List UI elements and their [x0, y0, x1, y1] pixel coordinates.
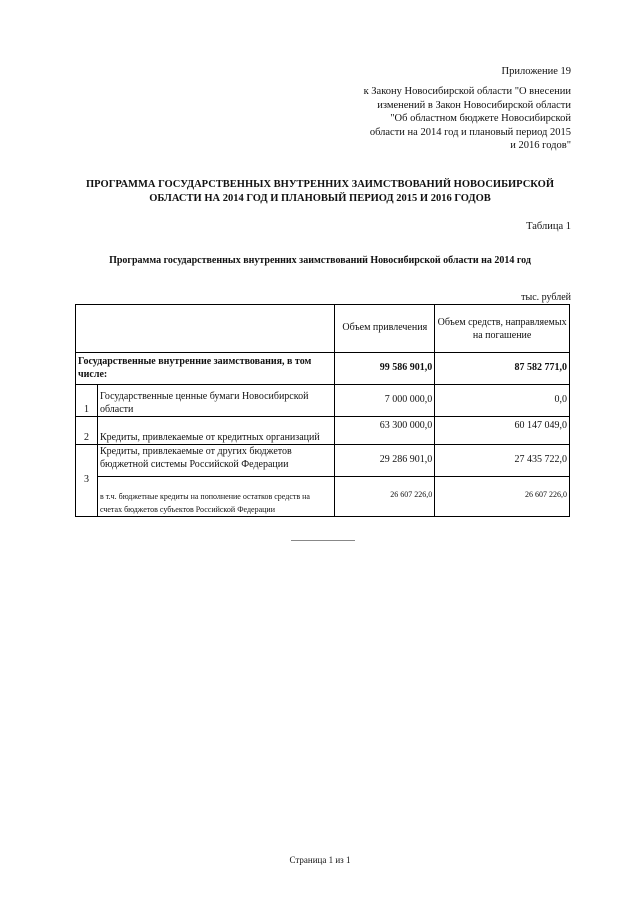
row-attract: 63 300 000,0: [335, 417, 435, 445]
table-header-row: [76, 305, 570, 353]
total-label: Государственные внутренние заимствования, в том числе:: [76, 353, 335, 385]
row-index: 1: [76, 385, 98, 417]
annex-line-0: Приложение 19: [501, 66, 571, 77]
row-repay: 26 607 226,0: [435, 477, 570, 517]
page-footer: Страница 1 из 1: [289, 855, 351, 865]
header-repay: Объем средств, направляемых на погашение: [435, 305, 570, 353]
row-label: в т.ч. бюджетные кредиты на пополнение остатков средств на счетах бюджетов субъектов Российской Федерации: [97, 477, 334, 517]
table-row: [76, 417, 570, 445]
annex-line-3: "Об областном бюджете Новосибирской: [390, 113, 571, 124]
table-row: [76, 477, 570, 517]
row-label: Кредиты, привлекаемые от кредитных организаций: [97, 417, 334, 445]
row-repay: 27 435 722,0: [435, 445, 570, 477]
row-label: Кредиты, привлекаемые от других бюджетов бюджетной системы Российской Федерации: [97, 445, 334, 477]
annex-line-1: к Закону Новосибирской области "О внесении: [363, 86, 571, 97]
total-repay: 87 582 771,0: [435, 353, 570, 385]
header-attract: Объем привлечения: [335, 305, 435, 353]
table-row: [76, 445, 570, 477]
header-empty-cell: [76, 305, 335, 353]
annex-line-4: области на 2014 год и плановый период 2015: [369, 126, 571, 138]
row-label: Государственные ценные бумаги Новосибирской области: [97, 385, 334, 417]
table-row-total: [76, 353, 570, 385]
document-title: [70, 178, 570, 206]
units-label: тыс. рублей: [521, 292, 571, 303]
table-number: Таблица 1: [526, 221, 571, 232]
annex-line-2: изменений в Закон Новосибирской области: [377, 99, 571, 111]
table-row: [76, 385, 570, 417]
total-attract: 99 586 901,0: [335, 353, 435, 385]
row-attract: 29 286 901,0: [335, 445, 435, 477]
borrowing-table: [75, 304, 570, 517]
row-attract: 7 000 000,0: [335, 385, 435, 417]
row-index: 3: [76, 445, 98, 517]
row-repay: 60 147 049,0: [435, 417, 570, 445]
separator-line: [291, 540, 355, 541]
table-subtitle: Программа государственных внутренних заимствований Новосибирской области на 2014 год: [109, 255, 531, 266]
row-index: 2: [76, 417, 98, 445]
row-repay: 0,0: [435, 385, 570, 417]
document-title-line-1: ПРОГРАММА ГОСУДАРСТВЕННЫХ ВНУТРЕННИХ ЗАИМСТВОВАНИЙ НОВОСИБИРСКОЙ: [86, 179, 554, 190]
document-title-line-2: ОБЛАСТИ НА 2014 ГОД И ПЛАНОВЫЙ ПЕРИОД 2015 И 2016 ГОДОВ: [149, 193, 491, 204]
annex-line-5: и 2016 годов": [510, 140, 571, 151]
row-attract: 26 607 226,0: [335, 477, 435, 517]
